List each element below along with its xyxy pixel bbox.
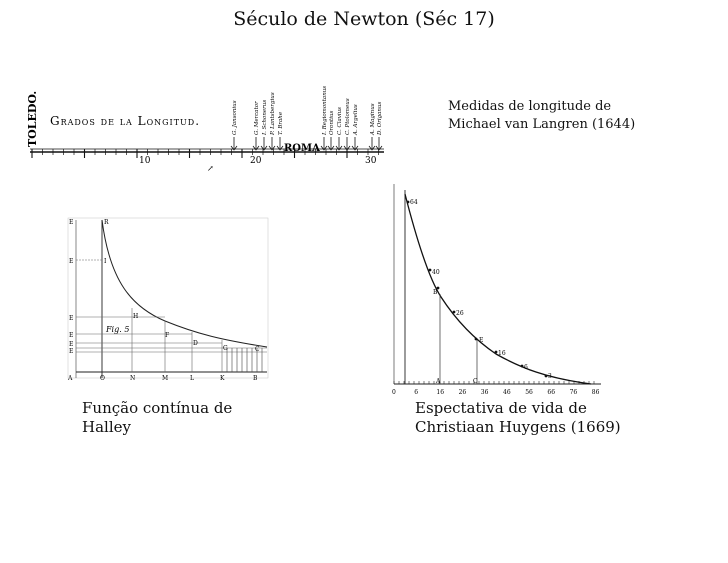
- huygens-point-label: 3: [548, 373, 552, 380]
- langren-caption: [448, 98, 635, 134]
- toledo-label: TOLEDO.: [26, 90, 39, 147]
- huygens-axis-label: 36: [480, 389, 489, 396]
- huygens-axis-label: 6: [414, 389, 419, 396]
- huygens-point-label: 40: [432, 269, 440, 276]
- estimate-label: Orontius: [329, 110, 335, 135]
- halley-bottom-label: N: [130, 375, 136, 382]
- estimate-label: G. Mercator: [254, 101, 260, 135]
- huygens-base-label: A: [436, 378, 441, 385]
- tick-label-10: 10: [139, 156, 151, 166]
- huygens-ticks: [394, 201, 594, 384]
- tick-label-20: 20: [250, 156, 262, 166]
- huygens-point-label: B: [433, 289, 438, 296]
- roma-label: ROMA: [284, 143, 320, 154]
- halley-curve-label: H: [133, 313, 139, 320]
- estimate-label: P. Lantsbergius: [270, 92, 276, 135]
- halley-left-label: E: [69, 332, 74, 339]
- estimate-labels: [231, 86, 383, 150]
- halley-curve-label: I: [104, 258, 107, 265]
- huygens-figure: [386, 182, 606, 398]
- halley-bottom-label: O: [100, 375, 105, 382]
- halley-caption-line2: Halley: [82, 418, 131, 436]
- langren-longitude-figure: [22, 75, 394, 175]
- huygens-axis-label: 86: [591, 389, 600, 396]
- halley-left-label: E: [69, 341, 74, 348]
- huygens-point-label: 64: [410, 199, 418, 206]
- small-mark: ↗: [207, 164, 214, 173]
- huygens-caption-line1: Espectativa de vida de: [415, 399, 587, 417]
- halley-bottom-label: L: [190, 375, 194, 382]
- huygens-axis-labels: [392, 389, 600, 396]
- halley-curve-label: R: [104, 219, 109, 226]
- halley-curve-label: C: [255, 346, 260, 353]
- langren-caption-line1: Medidas de longitude de: [448, 99, 612, 114]
- halley-left-label: A: [68, 375, 73, 382]
- huygens-axis-label: 66: [547, 389, 556, 396]
- estimate-label: A. Maginus: [370, 103, 376, 135]
- estimate-label: C. Ptolomeus: [345, 98, 351, 135]
- huygens-axis-label: 56: [525, 389, 533, 396]
- halley-bottom-label: B: [253, 375, 258, 382]
- halley-bottom-label: M: [162, 375, 169, 382]
- huygens-point-label: 26: [456, 310, 464, 317]
- huygens-point-label: 16: [498, 350, 506, 357]
- halley-figure: [62, 212, 277, 387]
- estimate-label: A. Argelius: [353, 104, 359, 135]
- halley-curve-label: G: [223, 345, 228, 352]
- halley-left-label: E: [69, 258, 74, 265]
- halley-frame: [68, 218, 268, 378]
- halley-caption-line1: Função contínua de: [82, 399, 233, 417]
- huygens-axis-label: 16: [436, 389, 445, 396]
- grados-header: Grados de la Longitud.: [50, 114, 201, 128]
- halley-left-label: E: [69, 315, 74, 322]
- halley-left-label: E: [69, 348, 74, 355]
- halley-curve-label: F: [165, 332, 170, 339]
- estimate-label: G. Jansonius: [232, 100, 238, 135]
- huygens-caption: [415, 399, 621, 437]
- halley-bottom-label: K: [220, 375, 225, 382]
- huygens-base-label: C: [473, 378, 478, 385]
- huygens-point-label: E: [479, 337, 484, 344]
- huygens-axis-label: 0: [392, 389, 396, 396]
- halley-curve-label: D: [193, 340, 198, 347]
- huygens-axis-label: 46: [503, 389, 511, 396]
- langren-caption-line2: Michael van Langren (1644): [448, 117, 636, 132]
- halley-left-label: E: [69, 219, 74, 226]
- huygens-axis-label: 26: [458, 389, 467, 396]
- huygens-caption-line2: Christiaan Huygens (1669): [415, 418, 621, 436]
- estimate-label: C. Clavius: [337, 107, 343, 135]
- slide-title: Século de Newton (Séc 17): [233, 8, 495, 30]
- halley-fig-label: Fig. 5: [106, 325, 130, 334]
- huygens-axis-label: 76: [569, 389, 578, 396]
- estimate-label: I. Schonerus: [262, 99, 268, 135]
- longitude-ticks: [32, 149, 379, 158]
- huygens-point-label: 6: [524, 364, 528, 371]
- estimate-label: I. Regiomontanus: [322, 85, 328, 135]
- estimate-label: D. Origanus: [377, 101, 383, 135]
- estimate-label: T. Brahe: [278, 111, 284, 135]
- halley-caption: [82, 399, 232, 437]
- tick-label-30: 30: [365, 156, 377, 166]
